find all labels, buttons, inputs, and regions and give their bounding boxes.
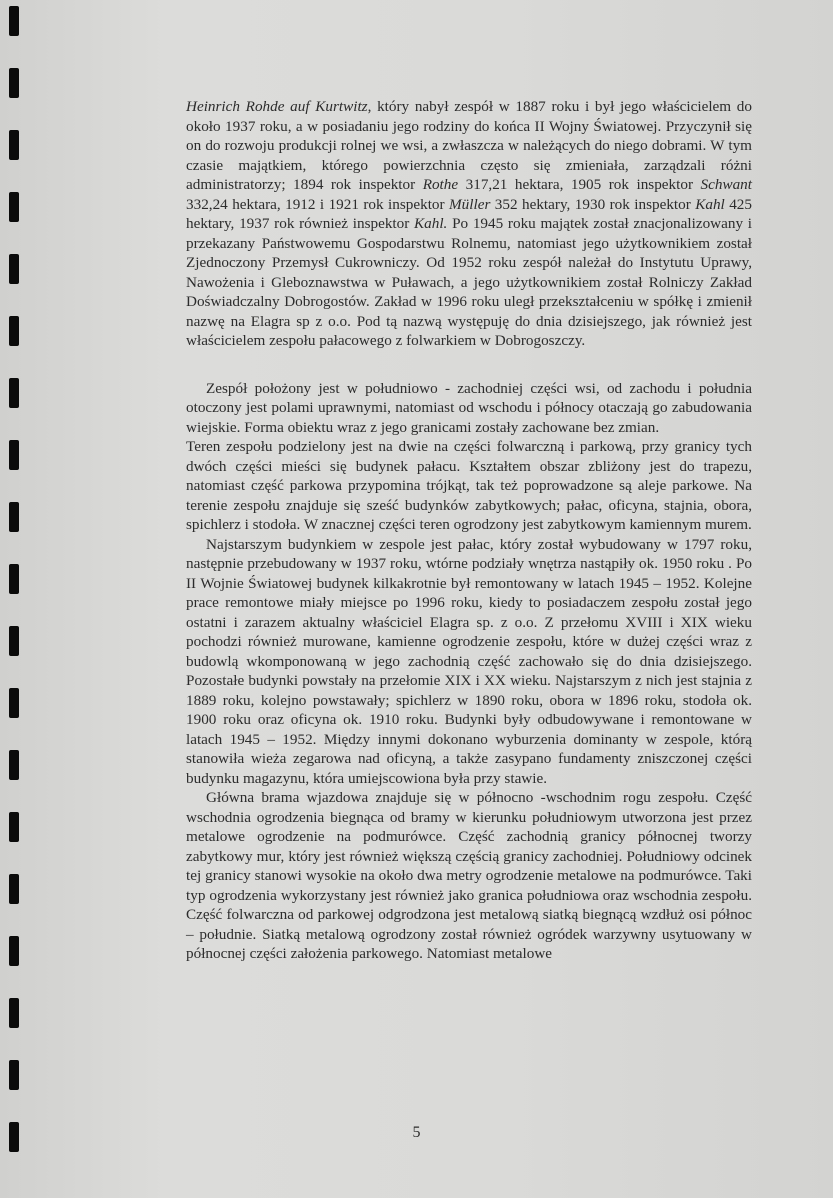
document-body <box>186 97 752 964</box>
italic-text: Müller <box>449 195 491 213</box>
binding-hole <box>9 316 19 346</box>
binding-hole <box>9 68 19 98</box>
text-segment: , który nabył zespół w 1887 roku i był jego właścicielem do około 1937 roku, a w posiadaniu jego rodziny do końca II Wojny Światowej. Przyczynił się on do rozwoju produkcji rolnej we wsi, a zwłaszcza w należących do niego dobrami. W tym czasie majątkiem, którego powierzchnia często się zmieniała, zarządzali różni administratorzy; 1894 rok inspektor <box>186 98 752 193</box>
binding-hole <box>9 502 19 532</box>
italic-text: Heinrich Rohde auf Kurtwitz <box>186 98 368 115</box>
text-segment: Po 1945 roku majątek został znacjonalizowany i przekazany Państwowemu Gospodarstwu Rolnemu, natomiast jego użytkownikiem został Zjednoczony Przemysł Cukrowniczy. Od 1952 roku zespół należał do Instytutu Uprawy, Nawożenia i Gleboznawstwa w Puławach, a jego użytkownikiem został Rolniczy Zakład Doświadczalny Dobrogostów. Zakład w 1996 roku uległ przekształceniu w spółkę i zmienił nazwę na Elagra sp z o.o. Pod tą nazwą występuję do dnia dzisiejszego, jak również jest właścicielem zespołu pałacowego z folwarkiem w Dobrogoszczy. <box>186 215 752 349</box>
text-segment: Najstarszym budynkiem w zespole jest pałac, który został wybudowany w 1797 roku, następnie przebudowany w 1937 roku, wtórne podziały wnętrza nastąpiły ok. 1950 roku . Po II Wojnie Światowej budynek kilkakrotnie był remontowany w latach 1945 – 1952. Kolejne prace remontowe miały miejsce po 1996 roku, kiedy to posiadaczem zespołu został jego ostatni i zarazem aktualny właściciel Elagra sp. z o.o. Z przełomu XVIII i XIX wieku pochodzi również murowane, kamienne ogrodzenie zespołu, które w dużej części wraz z budowlą wkomponowaną w jego zachodnią część zachowało się do dnia dzisiejszego. Pozostałe budynki powstały na przełomie XIX i XX wieku. Najstarszym z nich jest stajnia z 1889 roku, kolejno powstawały; spichlerz w 1890 roku, obora w 1896 roku, stodoła ok. 1900 roku oraz oficyna ok. 1910 roku. Budynki były odbudowywane i remontowane w latach 1945 – 1952. Między innymi dokonano wyburzenia dominanty w zespole, którą stanowiła wieża zegarowa nad oficyną, a także zasypano fundamenty zniszczonej części budynku magazynu, która umiejscowiona była przy stawie. <box>186 535 752 787</box>
binding-hole <box>9 688 19 718</box>
text-segment: 317,21 hektara, 1905 rok inspektor <box>458 176 701 193</box>
binding-hole <box>9 564 19 594</box>
binding-hole <box>9 998 19 1028</box>
text-segment: Zespół położony jest w południowo - zachodniej części wsi, od zachodu i południa otoczony jest polami uprawnymi, natomiast od wschodu i północy otaczają go zabudowania wiejskie. Forma obiektu wraz z jego granicami zostały zachowane bez zmian. <box>186 379 752 436</box>
text-segment: 425 hektary, 1937 rok również inspektor <box>186 195 752 232</box>
binding-hole <box>9 874 19 904</box>
text-segment: 332,24 hektara, 1912 i 1921 rok inspektor <box>186 195 450 213</box>
binding-hole <box>9 6 19 36</box>
text-segment: Główna brama wjazdowa znajduje się w północno -wschodnim rogu zespołu. Część wschodnia ogrodzenia biegnąca od bramy w kierunku południowym utworzona jest przez metalowe ogrodzenie na podmurówce. Część zachodnią granicy północnej tworzy zabytkowy mur, który jest również większą częścią granicy zachodniej. Południowy odcinek tej granicy stanowi wysokie na około dwa metry ogrodzenie metalowe na podmurówce. Taki typ ogrodzenia wykorzystany jest również jako granica południowa oraz wschodnia zespołu. Część folwarczna od parkowej odgrodzona jest metalową siatką biegnącą wzdłuż osi północ – południe. Siatką metalową ogrodzony został również ogródek warzywny usytuowany w północnej części założenia parkowego. Natomiast metalowe <box>186 789 752 962</box>
italic-text: Schwant <box>700 176 752 193</box>
binding-hole <box>9 750 19 780</box>
paragraph <box>186 437 752 535</box>
text-segment: 352 hektary, 1930 rok inspektor <box>490 195 696 213</box>
binding-hole <box>9 130 19 160</box>
italic-text: Rothe <box>422 176 459 193</box>
binding-hole <box>9 626 19 656</box>
binding-hole <box>9 378 19 408</box>
paragraph <box>186 97 752 351</box>
binding-hole <box>9 812 19 842</box>
italic-text: Kahl <box>695 195 725 213</box>
page-number: 5 <box>412 1124 421 1141</box>
paragraph <box>186 788 752 964</box>
italic-text: Kahl. <box>414 215 448 232</box>
spiral-binding-holes <box>9 0 21 1198</box>
paragraph <box>186 379 752 438</box>
text-segment: Teren zespołu podzielony jest na dwie na części folwarczną i parkową, przy granicy tych dwóch części mieści się budynek pałacu. Kształtem obszar zbliżony jest do trapezu, natomiast część parkowa przypomina trójkąt, tak też poprowadzone są aleje parkowe. Na terenie zespołu znajduje się sześć budynków zabytkowych; pałac, oficyna, stajnia, obora, spichlerz i stodoła. W znacznej części teren ogrodzony jest zabytkowym kamiennym murem. <box>186 438 752 533</box>
binding-hole <box>9 440 19 470</box>
binding-hole <box>9 1060 19 1090</box>
paragraph <box>186 535 752 789</box>
paragraph-gap <box>186 351 752 379</box>
binding-hole <box>9 192 19 222</box>
binding-hole <box>9 936 19 966</box>
binding-hole <box>9 254 19 284</box>
